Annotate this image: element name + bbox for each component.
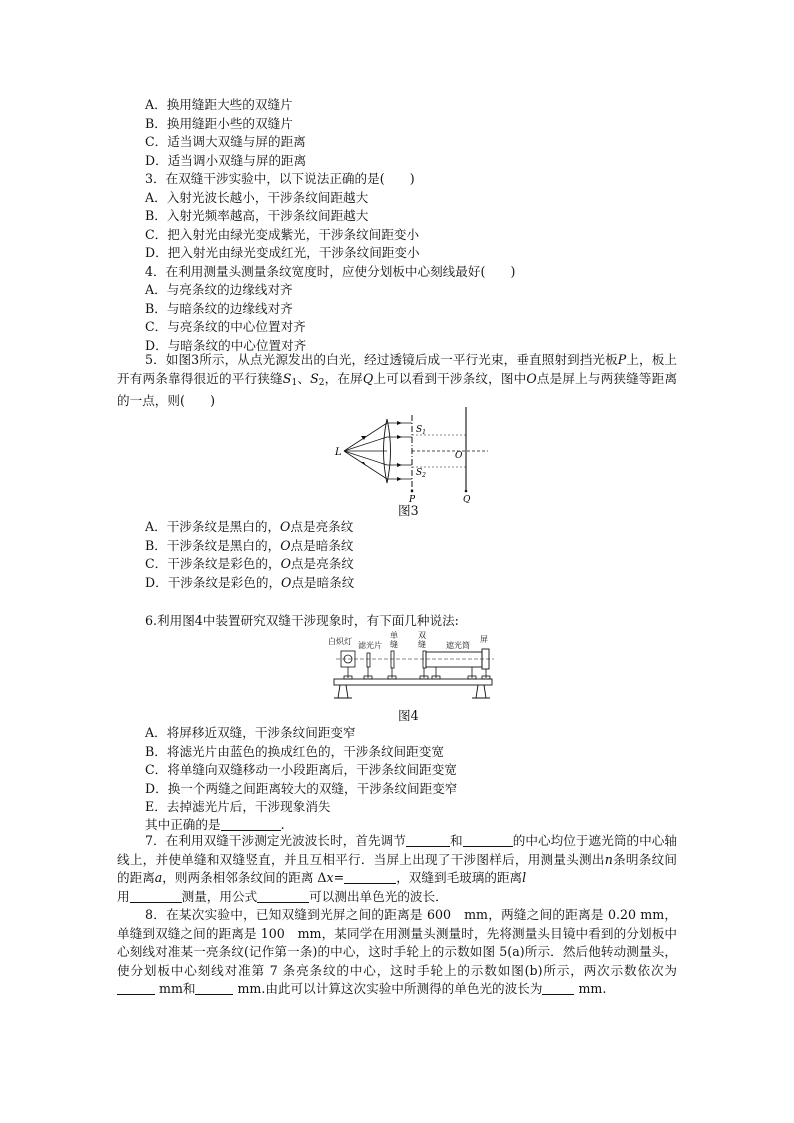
q7-text: 7．在利用双缝干涉测定光波波长时，首先调节 和 的中心均位于遮光筒的中心轴线上，并使单缝和双缝竖直，并且互相平行．当屏上出现了干涉图样后，用测量头测出n条明条纹间的距离a，则两条相邻条纹间的距离 Δx= ，双缝到毛玻璃的距离l 用 测量，用公式 可以测出单色光的波长． — [117, 833, 678, 904]
q5-option-d: D．干涉条纹是彩色的，O点是暗条纹 — [145, 574, 355, 590]
q4-option-b: B．与暗条纹的边缘线对齐 — [145, 300, 293, 316]
q7-blank-2[interactable] — [463, 833, 513, 847]
q7-blank-4[interactable] — [130, 889, 182, 903]
q2-option-a: A．换用缝距大些的双缝片 — [145, 97, 293, 112]
fig4-single-slit — [391, 651, 394, 668]
fig4-label-tube: 遮光筒 — [446, 641, 470, 650]
q8-blank-3[interactable] — [542, 981, 574, 995]
fig4-label-double-1: 双 — [418, 631, 426, 640]
q5-option-a: A．干涉条纹是黑白的，O点是亮条纹 — [145, 519, 354, 534]
q6-option-a: A．将屏移近双缝，干涉条纹间距变窄 — [145, 725, 356, 740]
q3-option-b: B．入射光频率越高，干涉条纹间距越大 — [145, 208, 369, 223]
q3-option-d: D．把入射光由绿光变成红光，干涉条纹间距变小 — [145, 245, 420, 260]
figure-4-caption: 图4 — [398, 708, 419, 723]
fig4-label-lamp: 白炽灯 — [328, 637, 352, 646]
q6-answer-blank[interactable] — [221, 817, 281, 831]
fig4-label-filter: 滤光片 — [358, 641, 382, 650]
q5-stem: 5．如图3所示，从点光源发出的白光，经过透镜后成一平行光束，垂直照射到挡光板P上，板上开有两条靠得很近的平行狭缝$S_1$、$S_2$，在屏Q上可以看到干涉条纹，图中O点是屏上与两狭缝等距离的一点，则( ) — [117, 352, 678, 408]
fig3-label-l: L — [335, 447, 342, 458]
fig4-supports — [344, 667, 490, 679]
fig3-label-s2: $S_2$ — [416, 468, 426, 479]
fig4-label-double-2: 缝 — [418, 640, 426, 649]
fig4-filter — [367, 653, 370, 667]
q6-stem: 6.利用图4中装置研究双缝干涉现象时，有下面几种说法: — [145, 613, 459, 628]
figure-3-diagram — [330, 405, 500, 503]
fig4-label-single-1: 单 — [390, 631, 398, 640]
q3-option-c: C．把入射光由绿光变成紫光，干涉条纹间距变小 — [145, 226, 420, 242]
q3-option-a: A．入射光波长越小，干涉条纹间距越大 — [145, 189, 369, 205]
q6-answer-line: 其中正确的是 . — [145, 817, 285, 832]
q4-option-d: D．与暗条纹的中心位置对齐 — [145, 337, 307, 353]
q5-p-symbol: P — [617, 352, 627, 367]
q2-option-c: C．适当调大双缝与屏的距离 — [145, 134, 306, 149]
q3-stem: 3．在双缝干涉实验中，以下说法正确的是( ) — [145, 171, 415, 186]
fig3-label-o: O — [455, 451, 463, 461]
fig3-label-s1: $S_1$ — [416, 425, 426, 436]
fig4-optical-bench — [334, 679, 492, 685]
fig4-label-screen: 屏 — [480, 635, 488, 644]
q8-text: 8．在某次实验中，已知双缝到光屏之间的距离是 600 mm，两缝之间的距离是 0.20 mm，单缝到双缝之间的距离是 100 mm，某同学在用测量头测量时，先将测量头目镜中看到的分划板中心刻线对准某一亮条纹(记作第一条)的中心，这时手轮上的示数如图 5(a)所示．然后他转动测量头，使分划板中心刻线对准第 7 条亮条纹的中心，这时手轮上的示数如图(b)所示，两次示数依次为 mm和 mm.由此可以计算这次实验中所测得的单色光的波长为 mm. — [117, 907, 677, 996]
q7-blank-1[interactable] — [406, 833, 450, 847]
q5-option-c: C．干涉条纹是彩色的，O点是亮条纹 — [145, 556, 354, 571]
figure-4-diagram — [326, 628, 498, 704]
figure-3-caption: 图3 — [398, 503, 419, 518]
fig3-label-q: Q — [463, 495, 471, 503]
q4-option-c: C．与亮条纹的中心位置对齐 — [145, 319, 306, 334]
q2-option-d: D．适当调小双缝与屏的距离 — [145, 152, 307, 168]
q5-option-b: B．干涉条纹是黑白的，O点是暗条纹 — [145, 537, 354, 553]
q6-option-e: E．去掉滤光片后，干涉现象消失 — [145, 799, 331, 814]
fig3-label-p: P — [409, 495, 416, 503]
fig3-q-dot — [465, 490, 468, 493]
fig4-bench-legs — [334, 685, 490, 698]
q6-option-d: D．换一个两缝之间距离较大的双缝，干涉条纹间距变窄 — [145, 780, 458, 796]
q4-option-a: A．与亮条纹的边缘线对齐 — [145, 282, 293, 297]
q2-option-b: B．换用缝距小些的双缝片 — [145, 115, 293, 131]
q8-blank-2[interactable] — [195, 981, 233, 995]
fig3-rays — [344, 423, 412, 479]
q7-blank-3[interactable] — [344, 870, 396, 884]
fig4-light-tube — [426, 652, 482, 667]
q8-blank-1[interactable] — [117, 981, 155, 995]
fig3-p-dot — [411, 490, 414, 493]
q4-stem: 4．在利用测量头测量条纹宽度时，应使分划板中心刻线最好( ) — [145, 263, 516, 279]
fig4-label-single-2: 缝 — [390, 640, 398, 649]
q6-option-c: C．将单缝向双缝移动一小段距离后，干涉条纹间距变宽 — [145, 762, 457, 777]
q7-blank-5[interactable] — [257, 889, 309, 903]
fig4-double-slit — [423, 651, 426, 668]
q6-option-b: B．将滤光片由蓝色的换成红色的，干涉条纹间距变宽 — [145, 743, 444, 759]
